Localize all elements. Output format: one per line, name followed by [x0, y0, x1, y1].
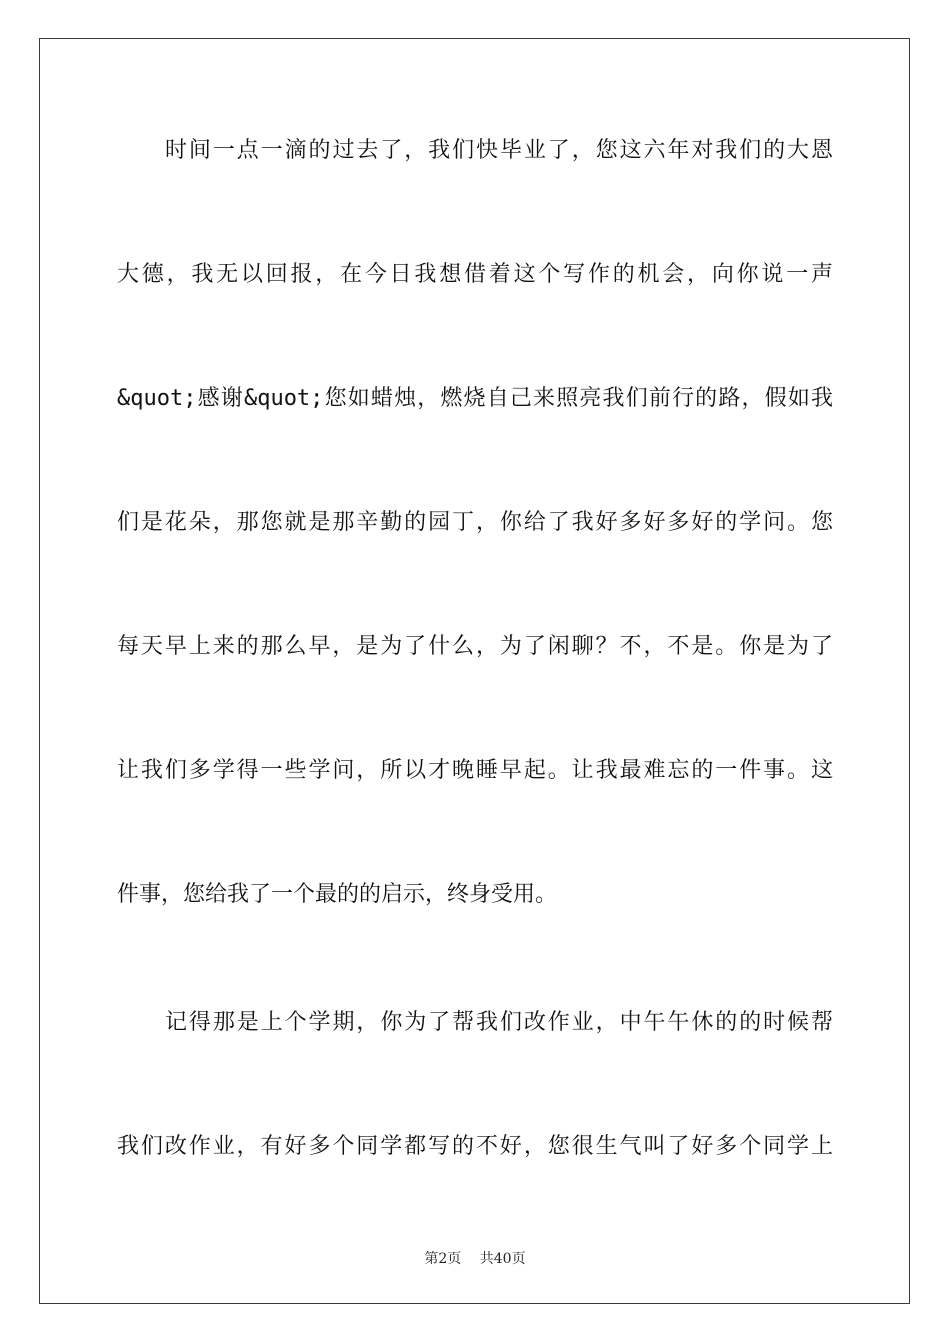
paragraph-line: 时间一点一滴的过去了，我们快毕业了，您这六年对我们的大恩 [165, 138, 833, 163]
paragraph-line: 每天早上来的那么早，是为了什么，为了闲聊？不，不是。你是为了 [117, 634, 833, 659]
paragraph-line: 让我们多学得一些学问，所以才晚睡早起。让我最难忘的一件事。这 [117, 758, 833, 783]
paragraph-line: 件事，您给我了一个最的的启示，终身受用。 [117, 882, 558, 907]
paragraph-line: 们是花朵，那您就是那辛勤的园丁，你给了我好多好多好的学问。您 [117, 510, 833, 535]
page-footer [0, 1248, 950, 1268]
paragraph-line: 大德，我无以回报，在今日我想借着这个写作的机会，向你说一声 [117, 262, 833, 287]
page-total: 共40页 [479, 1251, 526, 1267]
paragraph-line: 我们改作业，有好多个同学都写的不好，您很生气叫了好多个同学上 [117, 1134, 833, 1159]
paragraph-line: 记得那是上个学期，你为了帮我们改作业，中午午休的的时候帮 [165, 1010, 833, 1035]
paragraph-line: &quot;感谢&quot;您如蜡烛，燃烧自己来照亮我们前行的路，假如我 [117, 386, 833, 411]
page-number: 第2页 [424, 1251, 462, 1267]
page-border [39, 38, 910, 1304]
